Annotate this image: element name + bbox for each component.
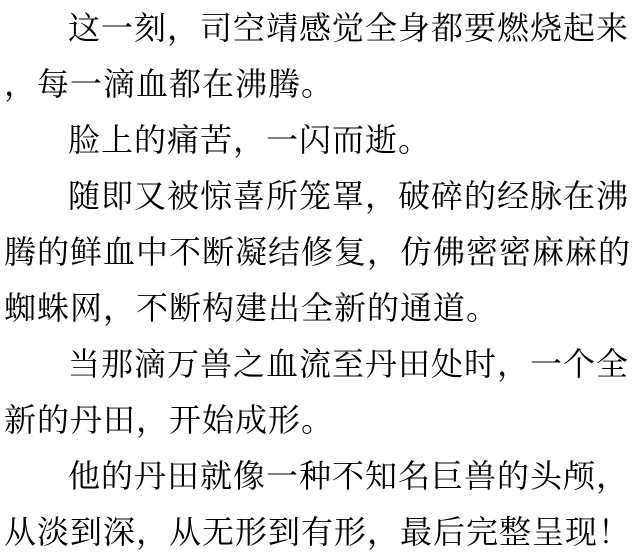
text-line: ，每一滴血都在沸腾。 [4,66,335,102]
text-line: 从淡到深，从无形到有形，最后完整呈现！ [4,514,632,550]
paragraph [4,448,636,560]
text-line: 当那滴万兽之血流至丹田处时，一个全 [68,346,630,382]
text-line: 蜘蛛网，不断构建出全新的通道。 [4,290,500,326]
text-line: 腾的鲜血中不断凝结修复，仿佛密密麻麻的 [4,234,632,270]
paragraph [4,112,636,168]
paragraph [4,336,636,448]
text-line: 他的丹田就像一种不知名巨兽的头颅， [68,458,630,494]
text-line: 脸上的痛苦，一闪而逝。 [68,122,432,158]
paragraph [4,168,636,336]
paragraph [4,0,636,112]
text-line: 这一刻，司空靖感觉全身都要燃烧起来 [68,10,630,46]
text-line: 随即又被惊喜所笼罩，破碎的经脉在沸 [68,178,630,214]
text-line: 新的丹田，开始成形。 [4,402,335,438]
